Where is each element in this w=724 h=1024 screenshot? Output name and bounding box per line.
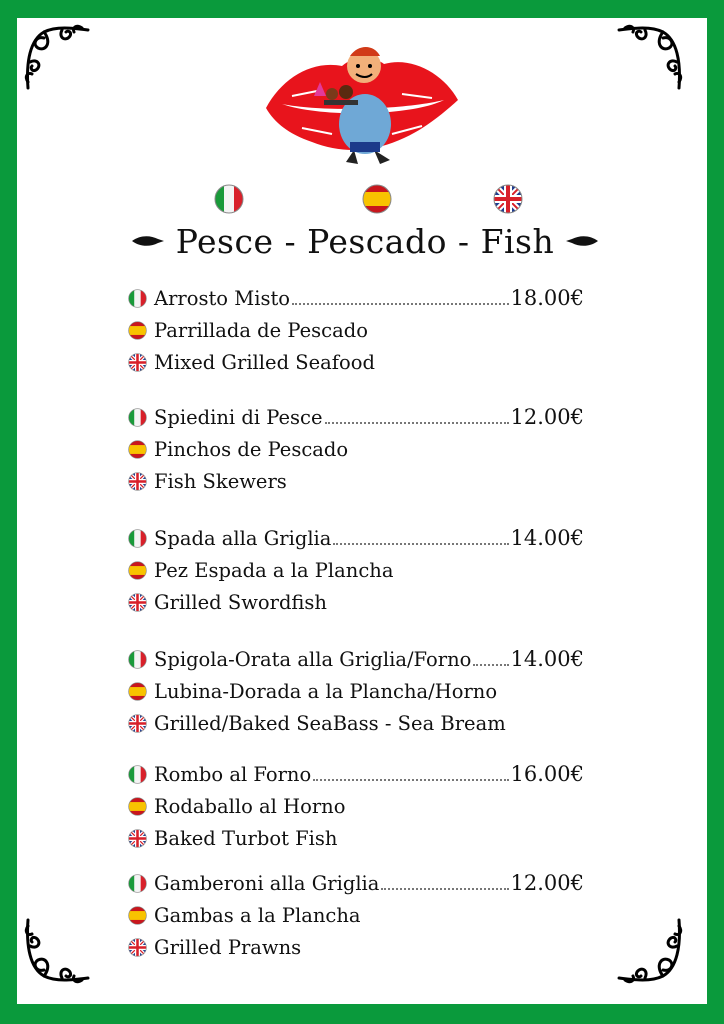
spain-flag-icon: [128, 321, 147, 340]
menu-item-line-it: [128, 401, 584, 433]
right-ornament-icon: [566, 235, 598, 247]
uk-flag-icon: [128, 938, 147, 957]
uk-flag-icon: [493, 184, 523, 214]
corner-ornament-icon: [22, 22, 94, 94]
dish-name: Grilled/Baked SeaBass - Sea Bream: [154, 711, 506, 735]
dish-name: Baked Turbot Fish: [154, 826, 338, 850]
menu-item-line-it: [128, 522, 584, 554]
dot-leader: [292, 303, 508, 305]
spain-flag-icon: [128, 561, 147, 580]
menu-item-line-en: [128, 931, 584, 963]
section-title: [140, 216, 590, 266]
italy-flag-icon: [128, 408, 147, 427]
dish-name: Mixed Grilled Seafood: [154, 350, 375, 374]
corner-ornament-icon: [613, 914, 685, 986]
menu-item: [128, 282, 584, 378]
menu-item-line-it: [128, 867, 584, 899]
left-ornament-icon: [132, 235, 164, 247]
uk-flag-icon: [128, 472, 147, 491]
italy-flag-icon: [128, 650, 147, 669]
dish-name: Spiedini di Pesce: [154, 405, 323, 429]
dish-name: Rodaballo al Horno: [154, 794, 346, 818]
page-title: Pesce - Pescado - Fish: [175, 221, 555, 261]
menu-item-line-es: [128, 899, 584, 931]
italy-flag-icon: [128, 289, 147, 308]
spain-flag-icon: [362, 184, 392, 214]
dot-leader: [313, 779, 508, 781]
menu-item: [128, 401, 584, 497]
menu-item: [128, 758, 584, 854]
dish-name: Spigola-Orata alla Griglia/Forno: [154, 647, 472, 671]
waiter-lips-logo: [262, 38, 462, 170]
price: 14.00€: [510, 647, 584, 671]
dish-name: Lubina-Dorada a la Plancha/Horno: [154, 679, 498, 703]
spain-flag-icon: [128, 906, 147, 925]
corner-ornament-icon: [22, 914, 94, 986]
dot-leader: [473, 664, 508, 666]
menu-item-line-en: [128, 465, 584, 497]
uk-flag-icon: [128, 714, 147, 733]
dish-name: Fish Skewers: [154, 469, 287, 493]
price: 14.00€: [510, 526, 584, 550]
italy-flag-icon: [214, 184, 244, 214]
dish-name: Spada alla Griglia: [154, 526, 332, 550]
menu-item-line-es: [128, 675, 584, 707]
price: 16.00€: [510, 762, 584, 786]
spain-flag-icon: [128, 682, 147, 701]
menu-item-line-es: [128, 790, 584, 822]
menu-item: [128, 643, 584, 739]
menu-item-line-en: [128, 707, 584, 739]
dish-name: Pinchos de Pescado: [154, 437, 349, 461]
menu-item-line-es: [128, 433, 584, 465]
price: 12.00€: [510, 871, 584, 895]
price: 12.00€: [510, 405, 584, 429]
menu-item-line-es: [128, 554, 584, 586]
menu-item: [128, 522, 584, 618]
spain-flag-icon: [128, 797, 147, 816]
menu-item: [128, 867, 584, 963]
spain-flag-icon: [128, 440, 147, 459]
italy-flag-icon: [128, 765, 147, 784]
dot-leader: [333, 543, 508, 545]
dish-name: Gambas a la Plancha: [154, 903, 361, 927]
dish-name: Parrillada de Pescado: [154, 318, 368, 342]
dish-name: Pez Espada a la Plancha: [154, 558, 394, 582]
dish-name: Rombo al Forno: [154, 762, 312, 786]
italy-flag-icon: [128, 874, 147, 893]
dish-name: Gamberoni alla Griglia: [154, 871, 380, 895]
menu-item-line-en: [128, 586, 584, 618]
dish-name: Grilled Prawns: [154, 935, 302, 959]
dot-leader: [381, 888, 508, 890]
menu-item-line-en: [128, 346, 584, 378]
menu-item-line-en: [128, 822, 584, 854]
price: 18.00€: [510, 286, 584, 310]
menu-item-line-it: [128, 643, 584, 675]
uk-flag-icon: [128, 829, 147, 848]
corner-ornament-icon: [613, 22, 685, 94]
italy-flag-icon: [128, 529, 147, 548]
dish-name: Grilled Swordfish: [154, 590, 327, 614]
menu-item-line-it: [128, 758, 584, 790]
uk-flag-icon: [128, 353, 147, 372]
menu-item-line-it: [128, 282, 584, 314]
dish-name: Arrosto Misto: [154, 286, 291, 310]
dot-leader: [325, 422, 509, 424]
uk-flag-icon: [128, 593, 147, 612]
menu-item-line-es: [128, 314, 584, 346]
